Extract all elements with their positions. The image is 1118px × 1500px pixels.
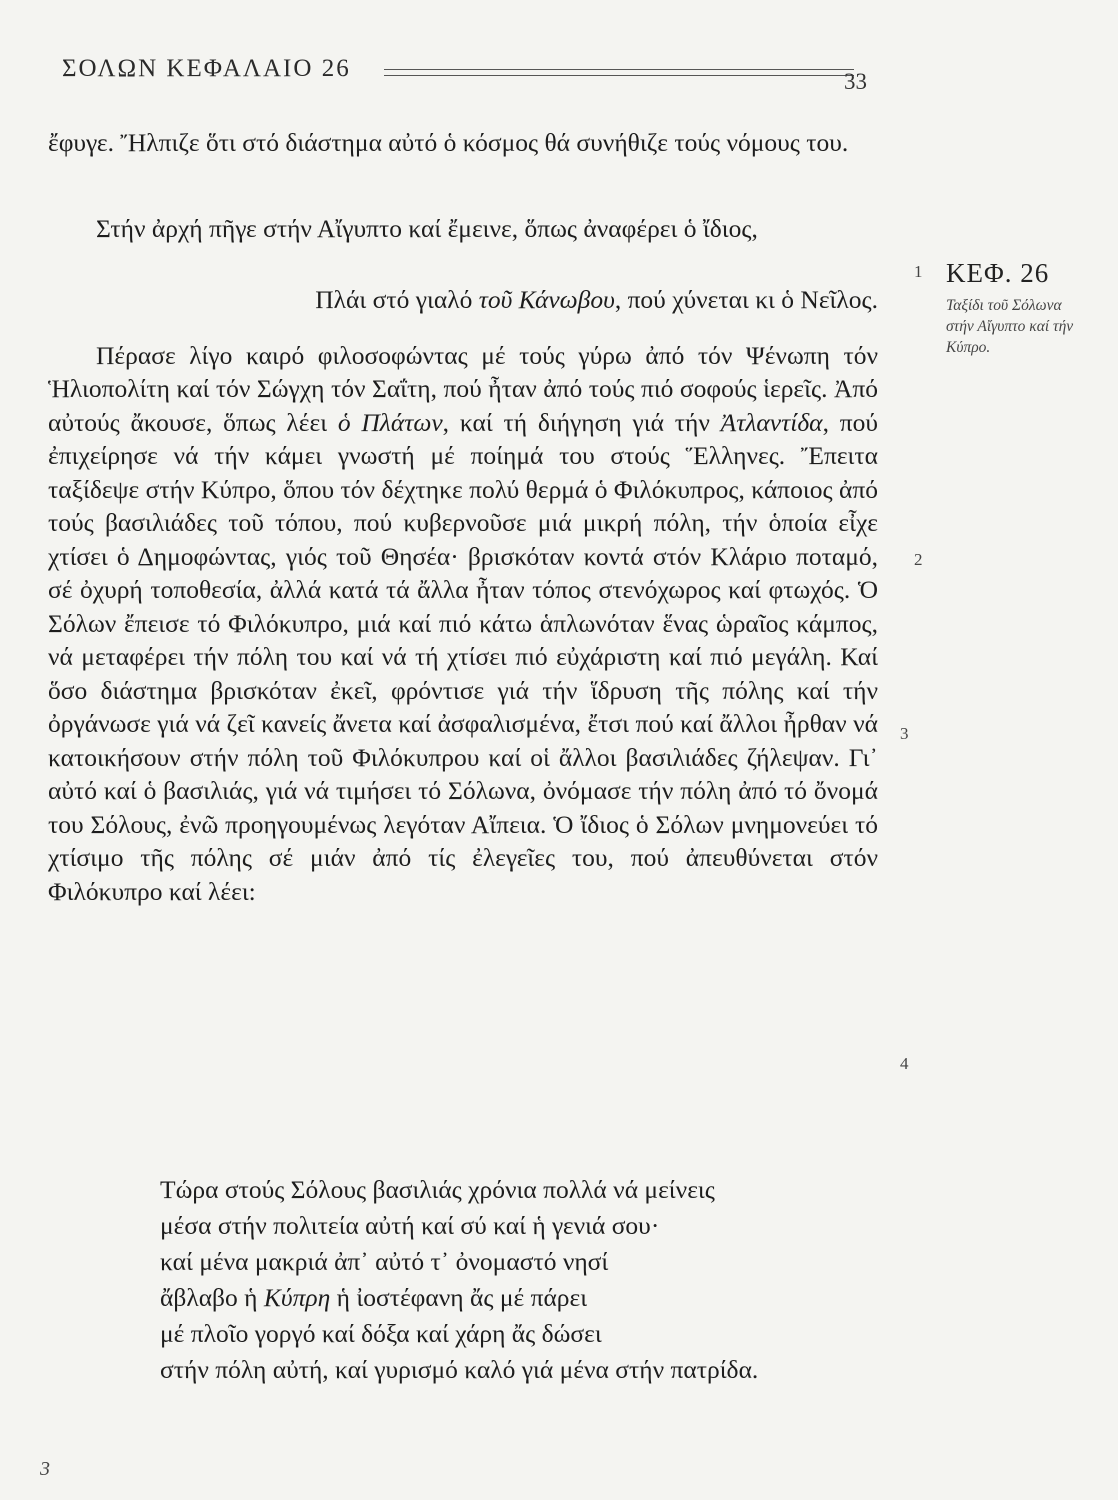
paragraph-3-part-a: Πέρασε λίγο καιρό φιλοσοφώντας μέ τούς γύρω ἀπό τόν Ψένωπη τόν Ἡλιοπολίτη καί τόν Σώγχη τόν Σαΐτη, πού ἦταν ἀπό τούς πιό σοφούς ἱερεῖς. Ἀπό αὐτούς ἄκουσε, ὅπως λέει <box>48 340 878 437</box>
poem-line-4-end: ἡ ἰοστέφανη ἄς μέ πάρει <box>330 1283 588 1312</box>
paragraph-2: Στήν ἀρχή πῆγε στήν Αἴγυπτο καί ἔμεινε, ὅπως ἀναφέρει ὁ ἴδιος, <box>96 213 758 243</box>
quote-italic: τοῦ Κάνωβου <box>478 285 615 314</box>
paragraph-1: ἔφυγε. Ἤλπιζε ὅτι στό διάστημα αὐτό ὁ κόσμος θά συνήθιζε τούς νόμους του. <box>48 128 849 157</box>
margin-number-2: 2 <box>914 550 923 569</box>
margin-number-1: 1 <box>914 262 923 281</box>
poem-line-6: στήν πόλη αὐτή, καί γυρισμό καλό γιά μένα στήν πατρίδα. <box>160 1355 759 1384</box>
margin-number-4: 4 <box>900 1054 909 1073</box>
quote-text-start: Πλάι στό γιαλό <box>315 285 479 314</box>
chapter-summary: Ταξίδι τοῦ Σόλωνα στήν Αἴγυπτο καί τήν Κύπρο. <box>946 297 1074 356</box>
poem-line-1: Τώρα στούς Σόλους βασιλιάς χρόνια πολλά νά μείνεις <box>160 1175 715 1204</box>
header-rule <box>384 69 854 76</box>
main-text <box>48 126 878 908</box>
margin-number-3: 3 <box>900 724 909 743</box>
kypri-italic: Κύπρη <box>263 1283 331 1312</box>
atlantis-italic: Ἀτλαντίδα <box>720 407 823 437</box>
verse-quote <box>48 283 878 317</box>
page-header <box>62 55 867 95</box>
paragraph-3 <box>48 339 878 909</box>
running-title: ΣΟΛΩΝ ΚΕΦΑΛΑΙΟ 26 <box>62 55 351 82</box>
elegy-poem <box>160 1172 880 1388</box>
poem-line-4 <box>160 1280 880 1316</box>
poem-line-4-start: ἄβλαβο ἡ <box>160 1283 264 1312</box>
plato-italic: ὁ Πλάτων <box>337 407 443 437</box>
margin-note <box>946 258 1076 358</box>
page-number: 33 <box>844 69 867 94</box>
chapter-label: ΚΕΦ. 26 <box>946 258 1050 288</box>
signature-mark: 3 <box>40 1458 50 1480</box>
paragraph-3-part-b: , καί τή διήγηση γιά τήν <box>442 407 721 437</box>
poem-line-5: μέ πλοῖο γοργό καί δόξα καί χάρη ἄς δώσει <box>160 1319 602 1348</box>
quote-text-end: , πού χύνεται κι ὁ Νεῖλος. <box>614 285 878 314</box>
poem-line-2: μέσα στήν πολιτεία αὐτή καί σύ καί ἡ γενιά σου· <box>160 1211 660 1240</box>
paragraph-3-part-c: , πού ἐπιχείρησε νά τήν κάμει γνωστή μέ ποίημά του στούς Ἕλληνες. Ἔπειτα ταξίδεψε στήν Κύπρο, ὅπου τόν δέχτηκε πολύ θερμά ὁ Φιλόκυπρος, κάποιος ἀπό τούς βασιλιάδες τοῦ τόπου, πού κυβερνοῦσε μιά μικρή πόλη, τήν ὁποία εἶχε χτίσει ὁ Δημοφώντας, γιός τοῦ Θησέα· βρισκόταν κοντά στόν Κλάριο ποταμό, σέ ὀχυρή τοποθεσία, ἀλλά κατά τά ἄλλα ἦταν τόπος στενόχωρος καί φτωχός. Ὁ Σόλων ἔπεισε τό Φιλόκυπρο, μιά καί πιό κάτω ἁπλωνόταν ἕνας ὡραῖος κάμπος, νά μεταφέρει τήν πόλη του καί νά τή χτίσει πιό εὐχάριστη καί πιό μεγάλη. Καί ὅσο διάστημα βρισκόταν ἐκεῖ, φρόντισε γιά τήν ἵδρυση τῆς πόλης καί τήν ὀργάνωσε γιά νά ζεῖ κανείς ἄνετα καί ἀσφαλισμένα, ἔτσι πού καί ἄλλοι ἦρθαν νά κατοικήσουν στήν πόλη τοῦ Φιλόκυπρου καί οἱ ἄλλοι βασιλιάδες ζήλεψαν. Γι᾽ αὐτό καί ὁ βασιλιάς, γιά νά τιμήσει τό Σόλωνα, ὀνόμασε τήν πόλη ἀπό τό ὄνομά του Σόλους, ἐνῶ προηγουμένως λεγόταν Αἴπεια. Ὁ ἴδιος ὁ Σόλων μνημονεύει τό χτίσιμο τῆς πόλης σέ μιάν ἀπό τίς ἐλεγεῖες του, πού ἀπευθύνεται στόν Φιλόκυπρο καί λέει: <box>48 407 878 906</box>
poem-line-3: καί μένα μακριά ἀπ᾽ αὐτό τ᾽ ὀνομαστό νησί <box>160 1247 609 1276</box>
